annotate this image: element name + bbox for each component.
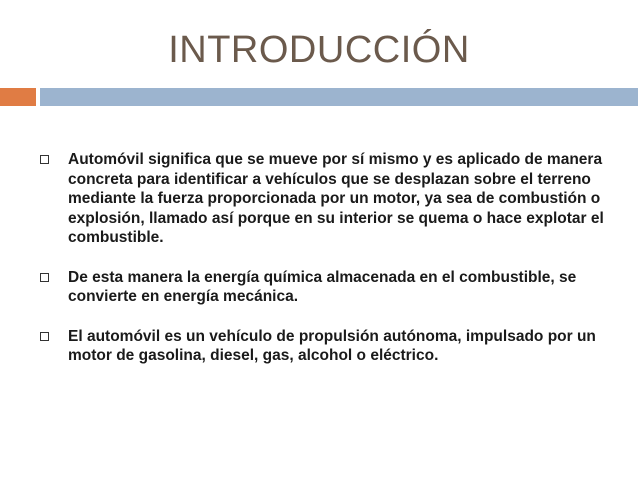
- bullet-list: [40, 150, 620, 386]
- title-underline-bar: [40, 88, 638, 106]
- slide-title: INTRODUCCIÓN: [168, 29, 470, 71]
- square-bullet-icon: [40, 273, 49, 282]
- bullet-item: [40, 150, 620, 248]
- square-bullet-icon: [40, 155, 49, 164]
- square-bullet-icon: [40, 332, 49, 341]
- bullet-text: El automóvil es un vehículo de propulsión autónoma, impulsado por un motor de gasolina, diesel, gas, alcohol o eléctrico.: [68, 327, 596, 364]
- bullet-item: [40, 268, 620, 307]
- bullet-text: Automóvil significa que se mueve por sí mismo y es aplicado de manera concreta para identificar a vehículos que se desplazan sobre el terreno mediante la fuerza proporcionada por un motor, ya sea de combustión o explosión, llamado así porque en su interior se quema o hace explotar el combustible.: [68, 151, 604, 246]
- accent-bar: [0, 88, 36, 106]
- bullet-text: De esta manera la energía química almacenada en el combustible, se convierte en energía mecánica.: [68, 268, 577, 305]
- bullet-item: [40, 327, 620, 366]
